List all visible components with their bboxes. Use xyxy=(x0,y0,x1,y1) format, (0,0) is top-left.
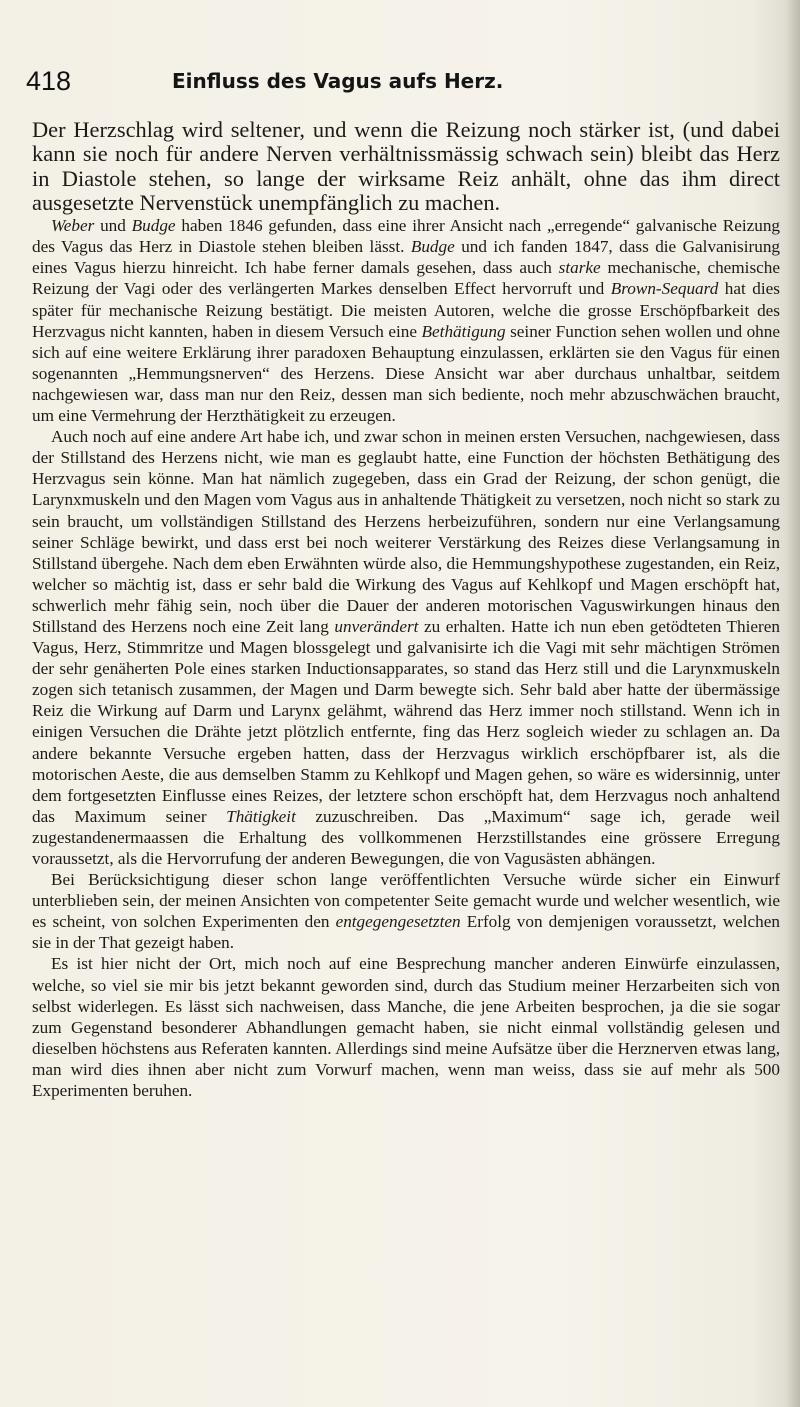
paragraph-3 xyxy=(32,869,780,953)
text-run: und xyxy=(94,216,132,236)
text-run: hat dies später für mechanische Reizung bestätigt. Die meisten Autoren, welche die grosse Erschöpfbarkeit des Herzvagus nicht kannten, haben in diesem Versuch eine xyxy=(32,279,780,341)
paragraph-1 xyxy=(32,215,780,426)
text-run: Erfolg von demjenigen voraussetzt, welchen sie in der That gezeigt haben. xyxy=(32,912,780,953)
paragraph-4: Es ist hier nicht der Ort, mich noch auf eine Besprechung mancher anderen Einwürfe einzulassen, welche, so viel sie mir bis jetzt bekannt geworden sind, durch das Studium meiner Herzarbeiten sich von selbst widerlegen. Es lässt sich nachweisen, dass Manche, die jene Arbeiten besprochen, ja die sie sogar zum Gegenstand besonderer Abhandlungen gemacht haben, sie nicht einmal vollständig gelesen und dieselben höchstens aus Referaten kannten. Allerdings sind meine Aufsätze über die Herznerven etwas lang, man wird dies ihnen aber nicht zum Vorwurf machen, wenn man weiss, dass sie auf mehr als 500 Experimenten beruhen. xyxy=(32,954,780,1101)
text-run: seiner Function sehen wollen und ohne sich auf eine weitere Erklärung ihrer paradoxen Behauptung einzulassen, erklärten sie den Vagus für einen sogenannten „Hemmungsnerven“ des Herzens. Diese Ansicht war aber durchaus unhaltbar, seitdem nachgewiesen war, dass man nur den Reiz, dessen man sich bediente, noch mehr abzuschwächen braucht, um eine Vermehrung der Herzthätigkeit zu erzeugen. xyxy=(32,321,780,426)
emphasis: Thätigkeit xyxy=(226,806,296,826)
page-header xyxy=(26,66,786,106)
running-title: Einfluss des Vagus aufs Herz. xyxy=(172,69,504,93)
author-name: Weber xyxy=(51,216,95,236)
author-name: Budge xyxy=(131,216,176,236)
author-name: Budge xyxy=(410,237,455,257)
text-run: und ich fanden 1847, dass die Galvanisirung eines Vagus hierzu hinreicht. Ich habe ferner damals gesehen, dass auch xyxy=(32,237,781,278)
text-run: zuzuschreiben. Das „Maximum“ sage ich, gerade weil zugestandenermaassen die Erhaltung des vollkommenen Herzstillstandes eine grössere Erregung voraussetzt, als die Hervorrufung der anderen Bewegungen, die von Vagusästen abhängen. xyxy=(32,806,780,868)
text-run: mechanische, chemische Reizung der Vagi oder des verlängerten Markes denselben Effect hervorruft und xyxy=(32,258,780,299)
text-run: Auch noch auf eine andere Art habe ich, und zwar schon in meinen ersten Versuchen, nachgewiesen, dass der Stillstand des Herzens nicht, wie man es geglaubt hatte, eine Function der höchsten Bethätigung des Herzvagus sein könne. Man hat nämlich zugegeben, dass ein Grad der Reizung, der schon genügt, die Larynxmuskeln und den Magen vom Vagus aus in anhaltende Thätigkeit zu versetzen, noch nicht so stark zu sein braucht, um vollständigen Stillstand des Herzens herbeizuführen, sondern nur eine Verlangsamung seiner Schläge bewirkt, und dass erst bei noch weiterer Verstärkung des Reizes diese Verlangsamung in Stillstand übergehe. Nach dem eben Erwähnten würde also, die Hemmungshypothese zugestanden, ein Reiz, welcher so mächtig ist, dass er sehr bald die Wirkung des Vagus auf Kehlkopf und Magen erschöpft hat, schwerlich mehr fähig sein, noch über die Dauer der anderen motorischen Vaguswirkungen hinaus den Stillstand des Herzens noch eine Zeit lang xyxy=(32,427,780,636)
body-text xyxy=(32,118,780,1101)
emphasis: starke xyxy=(558,258,601,278)
text-run: zu erhalten. Hatte ich nun eben getödteten Thieren Vagus, Herz, Stimmritze und Magen blossgelegt und galvanisirte ich die Vagi mit sehr mächtigen Strömen der sehr genäherten Pole eines starken Inductionsapparates, so stand das Herz still und die Larynxmuskeln zogen sich tetanisch zusammen, der Magen und Darm bewegte sich. Sehr bald aber hatte der übermässige Reiz die Wirkung auf Darm und Larynx gelähmt, während das Herz immer noch stillstand. Wenn ich in einigen Versuchen die Drähte jetzt plötzlich entfernte, fing das Herz sogleich wieder zu schlagen an. Da andere bekannte Versuche ergeben hatten, dass der Herzvagus wirklich erschöpfbarer ist, als die motorischen Aeste, die aus demselben Stamm zu Kehlkopf und Magen gehen, so wäre es widersinnig, unter dem fortgesetzten Einflusse eines Reizes, der letztere schon erschöpft hat, dem Herzvagus noch anhaltend das Maximum seiner xyxy=(32,616,780,826)
emphasis: Bethätigung xyxy=(421,321,506,341)
page-number: 418 xyxy=(26,66,72,96)
text-run: haben 1846 gefunden, dass eine ihrer Ansicht nach „erregende“ galvanische Reizung des Vagus das Herz in Diastole stehen bleiben lässt. xyxy=(32,216,781,257)
page-edge-shadow xyxy=(786,0,800,1407)
lead-paragraph: Der Herzschlag wird seltener, und wenn die Reizung noch stärker ist, (und dabei kann sie noch für andere Nerven verhältnissmässig schwach sein) bleibt das Herz in Diastole stehen, so lange der wirksame Reiz anhält, ohne das ihm direct ausgesetzte Nervenstück unempfänglich zu machen. xyxy=(32,117,780,215)
text-run: Bei Berücksichtigung dieser schon lange veröffentlichten Versuche würde sicher ein Einwurf unterblieben sein, der meinen Ansichten von competenter Seite gemacht wurde und welcher wesentlich, wie es scheint, von solchen Experimenten den xyxy=(32,870,780,932)
emphasis: entgegengesetzten xyxy=(335,912,461,932)
author-name: Brown-Sequard xyxy=(610,279,719,299)
paragraph-2 xyxy=(32,426,780,869)
emphasis: unverändert xyxy=(334,616,419,636)
